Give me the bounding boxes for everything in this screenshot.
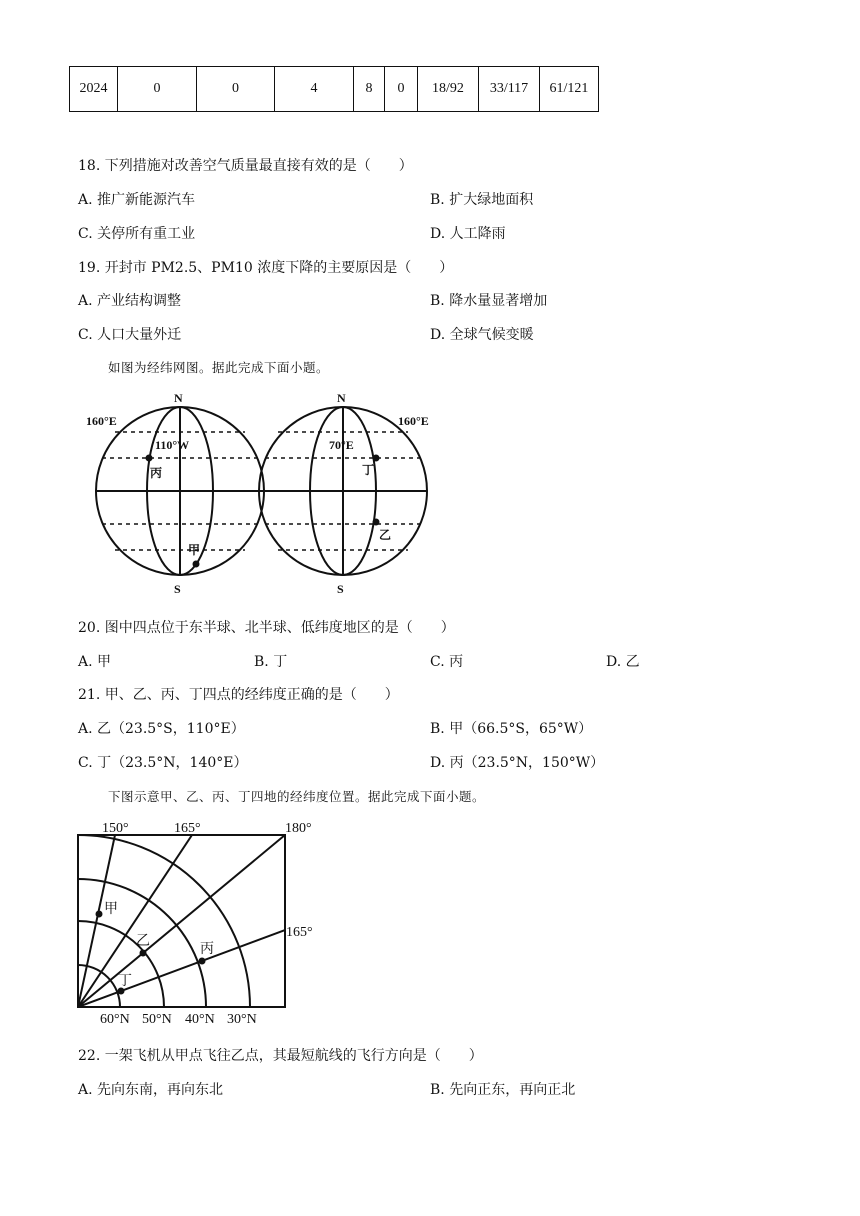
question-20-option-a: A. 甲 <box>78 654 112 670</box>
question-21-option-a: A. 乙（23.5°S，110°E） <box>78 721 245 737</box>
right-north-label: N <box>337 391 346 405</box>
table-cell-year: 2024 <box>70 67 118 112</box>
table-row <box>70 67 599 112</box>
lon-165-right-label: 165° <box>286 925 313 940</box>
lon-165-top-label: 165° <box>174 821 201 836</box>
point-bing-label: 丙 <box>150 466 163 480</box>
table-cell: 0 <box>118 67 197 112</box>
left-south-label: S <box>174 582 181 596</box>
question-20-option-b: B. 丁 <box>254 654 288 670</box>
question-18-option-a: A. 推广新能源汽车 <box>78 192 196 208</box>
point-bing-label: 丙 <box>200 942 214 957</box>
table-cell: 0 <box>197 67 275 112</box>
intro-globe-figure: 如图为经纬网图。据此完成下面小题。 <box>108 360 330 375</box>
lat-60-label: 60°N <box>100 1012 130 1027</box>
question-18-stem: 18. 下列措施对改善空气质量最直接有效的是（ ） <box>78 158 413 174</box>
table-cell: 4 <box>275 67 354 112</box>
right-south-label: S <box>337 582 344 596</box>
point-bing-marker <box>199 958 206 965</box>
point-jia-label: 甲 <box>188 543 201 557</box>
point-yi-marker <box>140 950 147 957</box>
question-21-option-c: C. 丁（23.5°N，140°E） <box>78 755 248 771</box>
question-21-option-d: D. 丙（23.5°N，150°W） <box>430 755 605 771</box>
question-21-stem: 21. 甲、乙、丙、丁四点的经纬度正确的是（ ） <box>78 687 399 703</box>
right-lon-outer-label: 160°E <box>398 414 429 428</box>
lon-150-label: 150° <box>102 821 129 836</box>
polar-graticule-figure <box>70 815 330 1030</box>
meridian-165-east <box>78 930 285 1007</box>
lat-50-label: 50°N <box>142 1012 172 1027</box>
question-18-option-b: B. 扩大绿地面积 <box>430 192 534 208</box>
question-19-option-d: D. 全球气候变暖 <box>430 327 534 343</box>
left-lon-outer-label: 160°E <box>86 414 117 428</box>
question-19-option-a: A. 产业结构调整 <box>78 293 182 309</box>
question-19-option-b: B. 降水量显著增加 <box>430 293 548 309</box>
question-22-option-b: B. 先向正东，再向正北 <box>430 1082 576 1098</box>
question-20-option-c: C. 丙 <box>430 654 464 670</box>
left-lon-inner-label: 110°W <box>155 438 190 452</box>
question-20-stem: 20. 图中四点位于东半球、北半球、低纬度地区的是（ ） <box>78 620 455 636</box>
point-yi-label: 乙 <box>379 528 392 542</box>
point-bing-marker <box>146 455 153 462</box>
point-ding-label: 丁 <box>362 463 375 477</box>
meridian-165 <box>78 835 192 1007</box>
data-table <box>69 66 599 112</box>
point-yi-label: 乙 <box>136 934 150 949</box>
table-cell: 18/92 <box>418 67 479 112</box>
graticule-figure <box>82 385 452 600</box>
point-jia-marker <box>193 561 200 568</box>
intro-polar-figure: 下图示意甲、乙、丙、丁四地的经纬度位置。据此完成下面小题。 <box>108 789 486 804</box>
right-lon-inner-label: 70°E <box>329 438 354 452</box>
question-21-option-b: B. 甲（66.5°S，65°W） <box>430 721 593 737</box>
question-20-option-d: D. 乙 <box>606 654 640 670</box>
lat-30-label: 30°N <box>227 1012 257 1027</box>
table-cell: 0 <box>385 67 418 112</box>
left-north-label: N <box>174 391 183 405</box>
table-cell: 61/121 <box>540 67 599 112</box>
table-cell: 8 <box>354 67 385 112</box>
question-19-option-c: C. 人口大量外迁 <box>78 327 182 343</box>
lon-180-label: 180° <box>285 821 312 836</box>
question-22-option-a: A. 先向东南，再向东北 <box>78 1082 224 1098</box>
point-yi-marker <box>373 519 380 526</box>
point-jia-marker <box>96 911 103 918</box>
question-18-option-c: C. 关停所有重工业 <box>78 226 196 242</box>
point-ding-marker <box>373 455 380 462</box>
lat-40-label: 40°N <box>185 1012 215 1027</box>
question-22-stem: 22. 一架飞机从甲点飞往乙点，其最短航线的飞行方向是（ ） <box>78 1048 483 1064</box>
table-cell: 33/117 <box>479 67 540 112</box>
point-ding-label: 丁 <box>118 974 132 989</box>
question-18-option-d: D. 人工降雨 <box>430 226 506 242</box>
point-jia-label: 甲 <box>104 902 118 917</box>
question-19-stem: 19. 开封市 PM2.5、PM10 浓度下降的主要原因是（ ） <box>78 260 454 276</box>
